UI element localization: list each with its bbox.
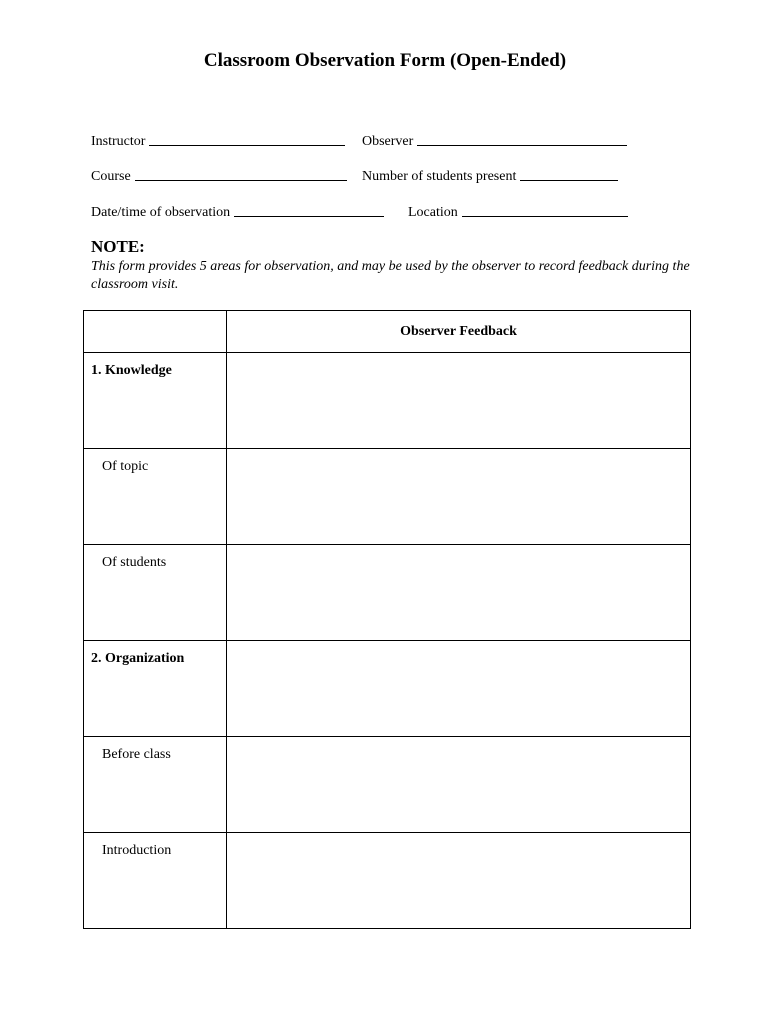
feedback-cell-of-topic[interactable]	[227, 449, 691, 545]
instructor-blank[interactable]	[149, 131, 345, 146]
datetime-label: Date/time of observation	[91, 205, 231, 220]
header-feedback-cell: Observer Feedback	[227, 311, 691, 353]
row-label-before-class: Before class	[102, 747, 171, 762]
form-title: Classroom Observation Form (Open-Ended)	[203, 50, 567, 71]
table-header-row	[84, 311, 691, 353]
row-label-knowledge: 1. Knowledge	[91, 363, 172, 378]
table-row	[84, 641, 691, 737]
feedback-cell-before-class[interactable]	[227, 737, 691, 833]
row-label-of-students: Of students	[102, 555, 167, 570]
datetime-blank[interactable]	[234, 202, 384, 217]
note-body: This form provides 5 areas for observation, and may be used by the observer to record feedback during the classroom visit.	[91, 259, 690, 292]
row-label-cell	[84, 449, 227, 545]
students-present-label: Number of students present	[362, 169, 517, 184]
table-row	[84, 449, 691, 545]
observer-field	[362, 130, 627, 151]
observer-blank[interactable]	[417, 131, 627, 146]
course-blank[interactable]	[135, 166, 347, 181]
table-row	[84, 545, 691, 641]
row-label-of-topic: Of topic	[102, 459, 149, 474]
location-label: Location	[408, 205, 458, 220]
feedback-cell-knowledge[interactable]	[227, 353, 691, 449]
feedback-cell-introduction[interactable]	[227, 833, 691, 929]
observer-label: Observer	[362, 134, 414, 149]
table-row	[84, 737, 691, 833]
row-label-cell	[84, 641, 227, 737]
location-field	[408, 201, 628, 222]
course-label: Course	[91, 169, 131, 184]
datetime-field	[91, 201, 384, 222]
row-label-cell	[84, 545, 227, 641]
row-label-cell	[84, 737, 227, 833]
row-label-organization: 2. Organization	[91, 651, 185, 666]
observation-table	[83, 310, 691, 929]
students-present-field	[362, 165, 618, 186]
instructor-label: Instructor	[91, 134, 146, 149]
header-area-cell	[84, 311, 227, 353]
feedback-cell-of-students[interactable]	[227, 545, 691, 641]
course-field	[91, 165, 347, 186]
location-blank[interactable]	[462, 202, 628, 217]
instructor-field	[91, 130, 345, 151]
row-label-cell	[84, 353, 227, 449]
feedback-cell-organization[interactable]	[227, 641, 691, 737]
row-label-cell	[84, 833, 227, 929]
students-present-blank[interactable]	[520, 166, 618, 181]
row-label-introduction: Introduction	[102, 843, 172, 858]
table-row	[84, 833, 691, 929]
table-row	[84, 353, 691, 449]
note-heading: NOTE:	[91, 237, 145, 256]
